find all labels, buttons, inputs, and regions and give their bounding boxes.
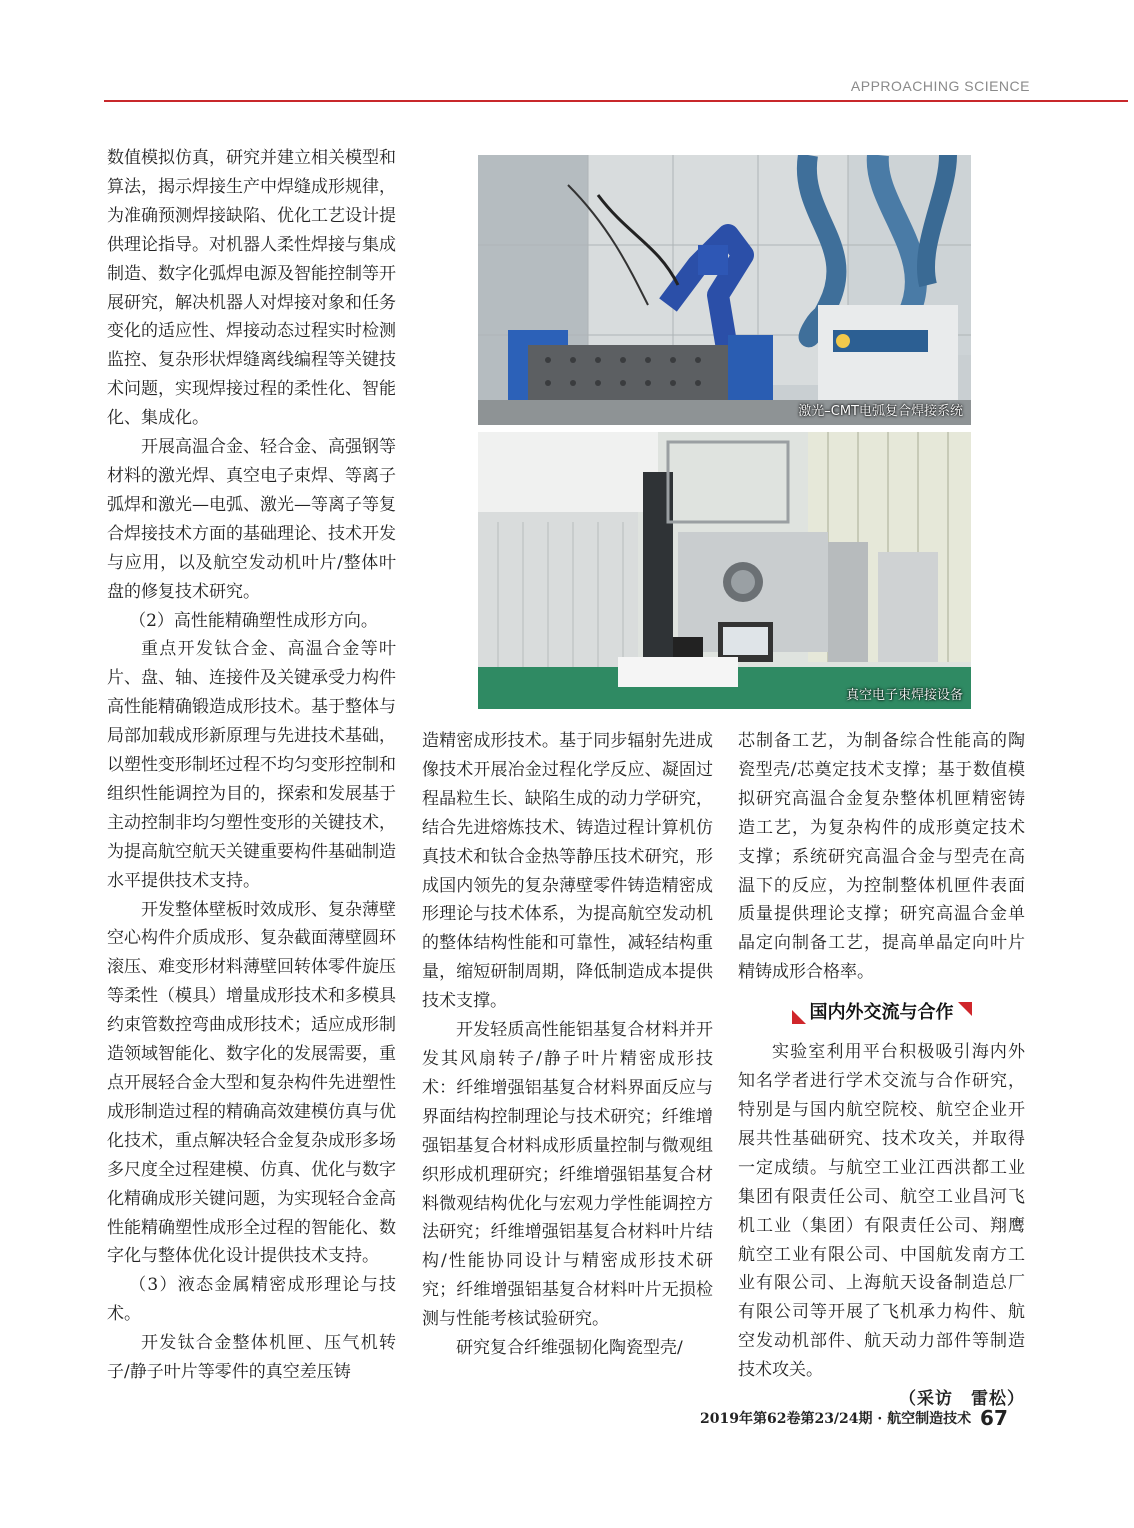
text-column-1 xyxy=(107,144,396,1387)
photo-laser-cmt-welding xyxy=(478,155,971,425)
paragraph: 开发整体壁板时效成形、复杂薄壁空心构件介质成形、复杂截面薄壁圆环滚压、难变形材料薄壁回转体零件旋压等柔性（模具）增量成形技术和多模具约束管数控弯曲成形技术；适应成形制造领域智能化、数字化的发展需要，重点开展轻合金大型和复杂构件先进塑性成形制造过程的精确高效建模仿真与优化技术，重点解决轻合金复杂成形多场多尺度全过程建模、仿真、优化与数字化精确成形关键问题，为实现轻合金高性能精确塑性成形全过程的智能化、数字化与整体优化设计提供技术支持。 xyxy=(107,899,396,1267)
running-header: APPROACHING SCIENCE xyxy=(850,78,1030,94)
section-heading-text: 国内外交流与合作 xyxy=(809,1001,954,1023)
header-rule xyxy=(104,100,1128,102)
electron-beam-equipment-illustration xyxy=(478,432,971,709)
triangle-right-icon xyxy=(958,1002,972,1016)
paragraph: 开发轻质高性能铝基复合材料并开发其风扇转子/静子叶片精密成形技术：纤维增强铝基复合材料界面反应与界面结构控制理论与技术研究；纤维增强铝基复合材料成形质量控制与微观组织形成机理研究；纤维增强铝基复合材料微观结构优化与宏观力学性能调控方法研究；纤维增强铝基复合材料叶片结构/性能协同设计与精密成形技术研究；纤维增强铝基复合材料叶片无损检测与性能考核试验研究。 xyxy=(422,1020,713,1330)
subsection-heading: （3）液态金属精密成形理论与技术。 xyxy=(107,1275,396,1325)
text-column-2 xyxy=(422,727,713,1363)
page-number: 67 xyxy=(980,1406,1008,1430)
paragraph: 芯制备工艺，为制备综合性能高的陶瓷型壳/芯奠定技术支撑；基于数值模拟研究高温合金复杂整体机匣精密铸造工艺，为复杂构件的成形奠定技术支撑；系统研究高温合金与型壳在高温下的反应，为控制整体机匣件表面质量提供理论支撑；研究高温合金单晶定向制备工艺，提高单晶定向叶片精铸成形合格率。 xyxy=(738,731,1025,983)
section-heading xyxy=(738,998,1025,1028)
paragraph: 重点开发钛合金、高温合金等叶片、盘、轴、连接件及关键承受力构件高性能精确锻造成形技术。基于整体与局部加载成形新原理与先进技术基础，以塑性变形制坯过程不均匀变形控制和组织性能调控为目的，探索和发展基于主动控制非均匀塑性变形的关键技术，为提高航空航天关键重要构件基础制造水平提供技术支持。 xyxy=(107,639,396,891)
paragraph: 开展高温合金、轻合金、高强钢等材料的激光焊、真空电子束焊、等离子弧焊和激光—电弧、激光—等离子等复合焊接技术方面的基础理论、技术开发与应用，以及航空发动机叶片/整体叶盘的修复技术研究。 xyxy=(107,437,396,602)
page-footer xyxy=(700,1406,1008,1430)
subsection-heading: （2）高性能精确塑性成形方向。 xyxy=(129,610,378,631)
triangle-left-icon xyxy=(792,1010,806,1024)
paragraph: 研究复合纤维强韧化陶瓷型壳/ xyxy=(456,1338,683,1359)
paragraph: 开发钛合金整体机匣、压气机转子/静子叶片等零件的真空差压铸 xyxy=(107,1333,396,1383)
paragraph: 实验室利用平台积极吸引海内外知名学者进行学术交流与合作研究，特别是与国内航空院校、航空企业开展共性基础研究、技术攻关，并取得一定成绩。与航空工业江西洪都工业集团有限责任公司、航空工业昌河飞机工业（集团）有限责任公司、翔鹰航空工业有限公司、中国航发南方工业有限公司、上海航天设备制造总厂有限公司等开展了飞机承力构件、航空发动机部件、航天动力部件等制造技术攻关。 xyxy=(738,1042,1025,1381)
interview-credit: （采访 雷松） xyxy=(899,1389,1025,1410)
photo-caption: 激光–CMT电弧复合焊接系统 xyxy=(798,404,963,419)
photo-caption: 真空电子束焊接设备 xyxy=(845,688,963,703)
welding-robot-illustration xyxy=(478,155,971,425)
text-column-3 xyxy=(738,727,1025,1414)
journal-citation: 2019年第62卷第23/24期 · 航空制造技术 xyxy=(700,1411,972,1427)
paragraph: 数值模拟仿真，研究并建立相关模型和算法，揭示焊接生产中焊缝成形规律，为准确预测焊接缺陷、优化工艺设计提供理论指导。对机器人柔性焊接与集成制造、数字化弧焊电源及智能控制等开展研究，解决机器人对焊接对象和任务变化的适应性、焊接动态过程实时检测监控、复杂形状焊缝离线编程等关键技术问题，实现焊接过程的柔性化、智能化、集成化。 xyxy=(107,148,396,429)
photo-vacuum-electron-beam xyxy=(478,432,971,709)
paragraph: 造精密成形技术。基于同步辐射先进成像技术开展冶金过程化学反应、凝固过程晶粒生长、缺陷生成的动力学研究，结合先进熔炼技术、铸造过程计算机仿真技术和钛合金热等静压技术研究，形成国内领先的复杂薄壁零件铸造精密成形理论与技术体系，为提高航空发动机的整体结构性能和可靠性，减轻结构重量，缩短研制周期，降低制造成本提供技术支撑。 xyxy=(422,731,713,1012)
